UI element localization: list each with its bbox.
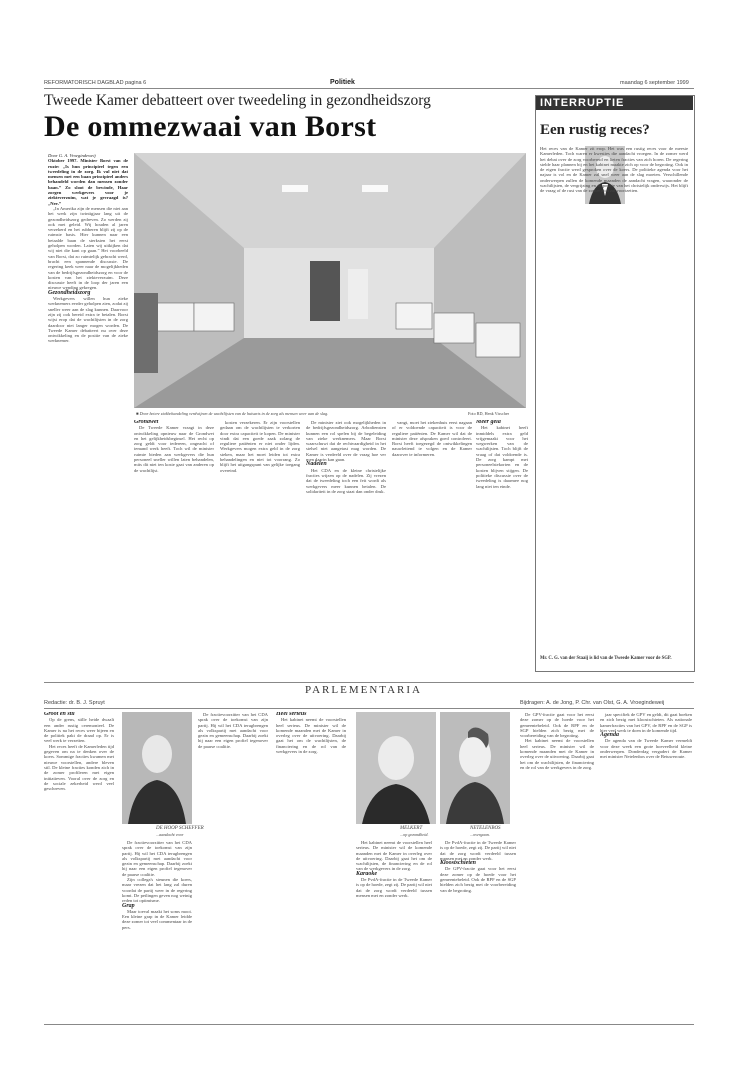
photo-caption <box>136 411 456 416</box>
portrait-illustration <box>122 712 192 824</box>
parl-column-4 <box>276 712 346 1022</box>
melkert-subcaption: ...op gezondheid. <box>400 832 429 837</box>
article-text: Het CDA en de kleine christelijke fracties wijzen op de nadelen. Zij vrezen dat de tweedeling toch een feit wordt als werkgevers meer kunnen betalen. De solidariteit in de zorg staat dan onder druk. <box>306 467 386 494</box>
parl-column-1 <box>44 712 114 1022</box>
parl-column-5 <box>356 840 432 1020</box>
melkert-photo <box>356 712 436 824</box>
subhead-nadelen: Nadelen <box>306 461 327 468</box>
parl-text: De GPV-fractie gaat voor het eerst deze zomer op de hoede voor het gemeentebeleid. Ook de RPF en de SGP hielden zich bezig met de voorbereiding van de begroting. <box>440 866 516 893</box>
article-column-2 <box>134 420 214 574</box>
parl-column-8 <box>600 712 692 1022</box>
section-name: Politiek <box>330 79 355 86</box>
subhead-grondwet: Grondwet <box>134 420 159 425</box>
waiting-room-illustration <box>134 153 526 408</box>
parl-column-6 <box>440 840 516 1020</box>
parl-text: De agenda van de Tweede Kamer vermeldt voor deze week een grote hoeveelheid kleine onderwerpen. Donderdag vergadert de Kamer met minister Netelenbos over de Betuweroute. <box>600 738 692 760</box>
article-text: De minister ziet ook mogelijkheden in de bedrijfsgezondheidszorg. Arbodiensten kunnen een rol spelen bij de begeleiding van zieke werknemers. Maar Borst waarschuwt dat de rechtvaardigheid in het stelsel niet aangetast mag worden. De Kamer is verdeeld over de vraag hoe ver men daarin kan gaan. <box>306 420 386 463</box>
netelenbos-subcaption: ...overgaan. <box>470 832 490 837</box>
subhead-gezondheidszorg: Gezondheidszorg <box>48 289 91 296</box>
parlementaria-rule <box>44 708 694 709</box>
parl-column-2 <box>122 840 192 1020</box>
article-text: Het kabinet heeft inmiddels extra geld vrijgemaakt voor het wegwerken van de wachtlijsten. Toch blijft de vraag of dat voldoende is. De zorg kampt met personeelstekorten en de kosten blijven stijgen. De politieke discussie over de tweedeling is daarmee nog lang niet ten einde. <box>476 425 528 489</box>
parlementaria-banner: PARLEMENTARIA <box>305 684 422 696</box>
article-headline: De ommezwaai van Borst <box>44 110 377 143</box>
parlementaria-contributors: Bijdragen: A. de Jong, P. Chr. van Olst, G. A. Vroegindeweij <box>520 700 665 706</box>
parl-lead-title: Groot en stil <box>44 712 75 717</box>
article-column-3 <box>220 420 300 574</box>
parl-text: De fractievoorzitter van het CDA sprak over de toekomst van zijn partij. Hij wil het CDA terugbrengen als volkspartij met aandacht voor gezin en gemeenschap. Daarbij zoekt hij naar een eigen profiel tegenover de paarse coalitie. <box>198 712 268 749</box>
parl-text: Het kabinet neemt de voorstellen heel serieus. De minister wil de komende maanden met de Kamer in overleg over de uitvoering. Daarbij gaat het om de wachtlijsten, de financiering en de rol van de werkgevers in de zorg. <box>276 717 346 755</box>
sidebar-body <box>540 146 688 656</box>
interruptie-tag-label: INTERRUPTIE <box>540 97 625 109</box>
photo-credit: Foto RD, Henk Visscher <box>468 411 510 416</box>
parl-text: De PvdA-fractie in de Tweede Kamer is op de hoede, zegt zij. De partij wil niet dat de zorg wordt verdeeld tussen mensen met en zonder werk. <box>440 840 516 861</box>
parl-lead-text: Op de grens, stille heide dwaalt een ander rustig ceremonieel. De Kamer is na het reces weer bijeen en de politiek pakt de draad op. Er is veel werk te verzetten. <box>44 717 114 744</box>
parl-text: jaar specifiek de GPV en geldt, dit gaat boeken en zich bezig met kloostschieten. Als nationale kamerfracties van het GPV, de RPF en de SGP is hier veel werk te doen in de komende tijd. <box>600 712 692 733</box>
waiting-room-photo <box>134 153 526 408</box>
melkert-caption: MELKERT <box>400 826 423 831</box>
article-column-4 <box>306 420 386 574</box>
parl-text: De fractievoorzitter van het CDA sprak over de toekomst van zijn partij. Hij wil het CDA terugbrengen als volkspartij met aandacht voor gezin en gemeenschap. Daarbij zoekt hij naar een eigen profiel tegenover de paarse coalitie. <box>122 840 192 877</box>
parl-text: Het kabinet neemt de voorstellen heel serieus. De minister wil de komende maanden met de Kamer in overleg over de uitvoering. Daarbij gaat het om de wachtlijsten, de financiering en de rol van de werkgevers in de zorg. <box>356 840 432 872</box>
article-column-5 <box>392 420 472 574</box>
parl-text: De GPV-fractie gaat voor het eerst deze zomer op de hoede voor het gemeentebeleid. Ook de RPF en de SGP hielden zich bezig met de voorbereiding van de begroting. <box>520 712 594 739</box>
article-text: kosten verzekeren. Er zijn voorstellen gedaan om de wachtlijsten te verkorten door extra capaciteit te kopen. De minister vindt dat een goede zaak zolang de reguliere patiënten er niet onder lijden. Werkgevers mogen extra geld in de zorg steken, maar het moet leiden tot extra behandelingen en niet tot voorrang. Zo blijft het uitgangspunt van gelijke toegang overeind. <box>220 420 300 473</box>
subhead-heel-serieus: Heel serieus <box>276 712 307 717</box>
article-text: vangt, moet het ziekenhuis eerst nagaan of er voldoende capaciteit is voor de reguliere patiënten. De Kamer wil dat de minister deze afspraken goed controleert. Borst heeft toegezegd de ontwikkelingen nauwlettend te volgen en de Kamer daarover te informeren. <box>392 420 472 457</box>
parl-text: De PvdA-fractie in de Tweede Kamer is op de hoede, zegt zij. De partij wil niet dat de zorg wordt verdeeld tussen mensen met en zonder werk. <box>356 877 432 898</box>
portrait-illustration <box>440 712 510 824</box>
sidebar-body-text: Het reces van de Kamer zit erop. Het was een rustig reces voor de meeste Kamerleden. Toch waren er kwesties die aandacht vroegen. In de zomer werd het debat over de zorg voorbereid en lieten fracties van zich horen. De regering stelde haar plannen bij en het kabinet maakte zich op voor de begroting. Ook in de eigen fractie werd gesproken over de koers. De politieke agenda voor het najaar is vol en de Kamer zal snel weer aan de slag moeten. Verschillende onderwerpen zullen de komende maanden de aandacht vragen, waaronder de wachtlijsten, de vergrijzing en de positie van het christelijk onderwijs. Het blijft de vraag of de rust van de zomer zich zal voortzetten. <box>540 146 688 194</box>
article-column-1 <box>48 153 128 573</box>
portrait-illustration <box>356 712 436 824</box>
sidebar-title: Een rustig reces? <box>540 122 650 138</box>
article-text: „In Amerika zijn de mensen die niet aan het werk zijn twintigjaar lang uit de gezondheidszorg gedreven. Zo werden zij ook met geleid. Wij houden al jaren verzekerd en het rubberen blijft zij op de ruimste basis. Hier kunnen naar een betaalde baan de sterksten het eerst geholpen worden. Laten wij uitkijken dat wij niet die kant op gaan.” Het voorbeeld van Borst, dat zo ruimtelijk gebracht werd, bracht een spannende discussie. De regering keek weer naar de mogelijkheden van de bedrijfsgezondheidszorg en voor de kosten van het ziekteverzuim. Deze discussie heeft in de loop der jaren een nieuwe wending gekregen. <box>48 205 128 291</box>
section-divider <box>44 682 694 683</box>
netelenbos-caption: NETELENBOS <box>470 826 501 831</box>
article-lead: Oktober 1997. Minister Borst van de ruzie: „Is hun principieel tegen een tweedeling in de zorg. Ik vul niet dat mensen met een baan principieel anders behandeld worden dan mensen zonder baan.” Zo sloot de bewinde, Haar zorgen werkgevers voor je ziekteverzuim, wat je gevraagd is? „Nee.” <box>48 158 128 206</box>
subhead-karaoke: Karaoke <box>356 870 377 877</box>
de-hoop-scheffer-caption: DE HOOP SCHEFFER <box>156 826 204 831</box>
article-text: De Tweede Kamer vraagt in deze ontwikkeling opnieuw naar de Grondwet en het gelijkheidsbeginsel. Het recht op zorg geldt voor iedereen, ongeacht of iemand werk heeft. Toch wil de minister ruimte bieden aan werkgevers die hun personeel sneller willen laten behandelen, mits dit niet ten koste gaat van anderen op de wachtlijst. <box>134 425 214 473</box>
parl-text: Het reces heeft de Kamerleden tijd gegeven om na te denken over de koers. Sommige fracties kwamen met nieuwe voorstellen, andere bleven stil. De kleine fracties konden zich in de zomer profileren met eigen initiatieven. Vooral over de zorg en de sociale zekerheid werd veel geschreven. <box>44 743 114 792</box>
byline: Door G. A. Vroegindeweij <box>48 153 96 158</box>
parl-column-3 <box>198 712 268 1022</box>
subhead-grap: Grap <box>122 902 135 909</box>
issue-date: maandag 6 september 1999 <box>620 80 689 86</box>
parl-column-7 <box>520 712 594 1022</box>
de-hoop-scheffer-photo <box>122 712 192 824</box>
page-bottom-rule <box>44 1024 694 1025</box>
parl-text: Zijn collega's steunen die koers, maar vrezen dat het lang zal duren voordat de partij weer in de regering komt. De peilingen geven nog weinig reden tot optimisme. <box>122 877 192 904</box>
subhead-meer-geld: Meer geld <box>476 420 501 425</box>
article-column-6 <box>476 420 528 574</box>
photo-caption-text: Door betere ziekbehandeling verdwijnen de wachtlijsten van de huisarts in de zorg als mensen weer aan de slag. <box>139 411 329 416</box>
subhead-agenda: Agenda <box>600 732 620 739</box>
de-hoop-scheffer-subcaption: ...aandacht voor <box>156 832 184 837</box>
netelenbos-photo <box>440 712 510 824</box>
article-text: Werkgevers willen hun zieke werknemers eerder geholpen zien, zodat zij sneller weer aan de slag kunnen. Daarvoor zijn zij ook bereid extra te betalen. Borst wijst erop dat de wachtlijsten in de zorg daardoor niet langer mogen worden. De Tweede Kamer debatteert nu over deze ontwikkeling en de positie van de zieke werknemer. <box>48 296 128 344</box>
article-kicker: Tweede Kamer debatteert over tweedeling in gezondheidszorg <box>44 92 431 109</box>
header-rule <box>44 88 694 89</box>
parlementaria-editor: Redactie: dr. B. J. Spruyt <box>44 700 105 706</box>
parl-text: Maar toeval maakt het soms mooi. Een kleine grap in de Kamer leidde deze zomer tot veel commentaar in de pers. <box>122 908 192 930</box>
sidebar-author: Mr. C. G. van der Staaij is lid van de Tweede Kamer voor de SGP. <box>540 656 672 661</box>
paper-name: REFORMATORISCH DAGBLAD pagina 6 <box>44 80 147 86</box>
photo-caption-bullet: ■ <box>136 411 140 416</box>
parl-text: Het kabinet neemt de voorstellen heel serieus. De minister wil de komende maanden met de Kamer in overleg over de uitvoering. Daarbij gaat het om de wachtlijsten, de financiering en de rol van de werkgevers in de zorg. <box>520 738 594 770</box>
subhead-kloostschieten: Kloostschieten <box>440 860 477 867</box>
